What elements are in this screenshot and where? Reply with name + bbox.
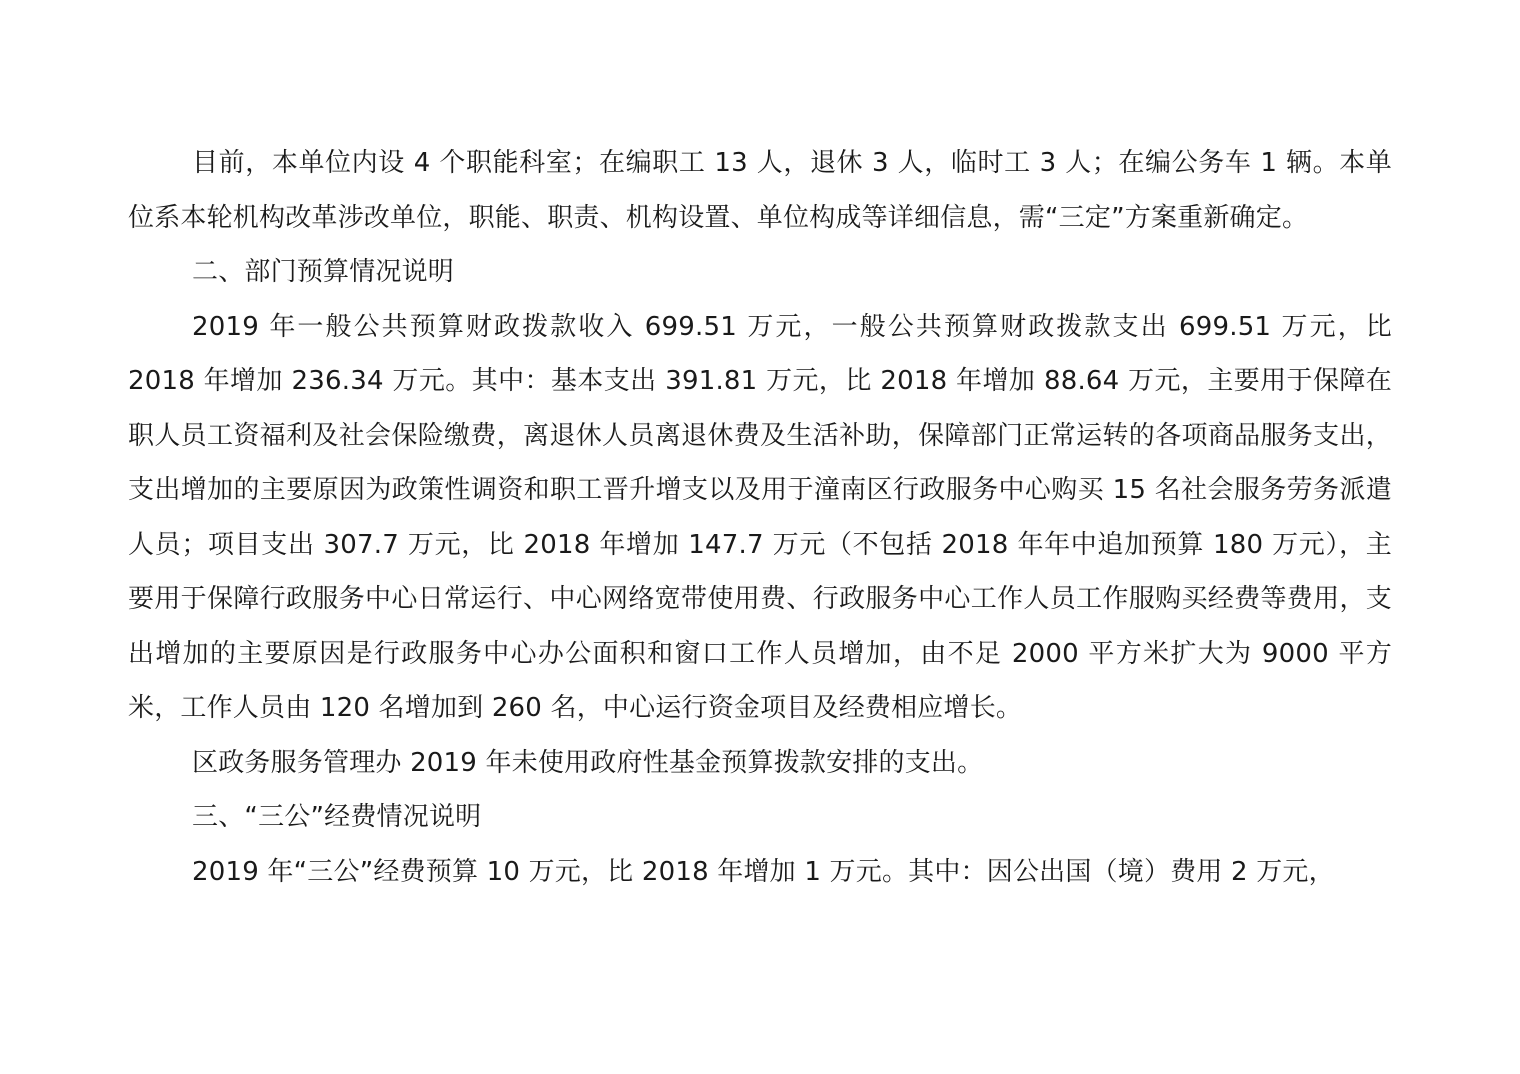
paragraph-budget-details: 2019 年一般公共预算财政拨款收入 699.51 万元，一般公共预算财政拨款支出 699.51 万元，比 2018 年增加 236.34 万元。其中：基本支出 391.81 万元，比 2018 年增加 88.64 万元，主要用于保障在职人员工资福利及社会保险缴费，离退休人员离退休费及生活补助，保障部门正常运转的各项商品服务支出，支出增加的主要原因为政策性调资和职工晋升增支以及用于潼南区行政服务中心购买 15 名社会服务劳务派遣人员；项目支出 307.7 万元，比 2018 年增加 147.7 万元（不包括 2018 年年中追加预算 180 万元），主要用于保障行政服务中心日常运行、中心网络宽带使用费、行政服务中心工作人员工作服购买经费等费用，支出增加的主要原因是行政服务中心办公面积和窗口工作人员增加，由不足 2000 平方米扩大为 9000 平方米，工作人员由 120 名增加到 260 名，中心运行资金项目及经费相应增长。 xyxy=(128,311,1392,723)
section-heading-three-public: 三、“三公”经费情况说明 xyxy=(192,802,482,832)
paragraph-government-fund: 区政务服务管理办 2019 年未使用政府性基金预算拨款安排的支出。 xyxy=(192,747,984,778)
paragraph-three-public-budget: 2019 年“三公”经费预算 10 万元，比 2018 年增加 1 万元。其中：因公出国（境）费用 2 万元， xyxy=(192,856,1335,887)
paragraph-unit-overview: 目前，本单位内设 4 个职能科室；在编职工 13 人，退休 3 人，临时工 3 人；在编公务车 1 辆。本单位系本轮机构改革涉改单位，职能、职责、机构设置、单位构成等详细信息，需“三定”方案重新确定。 xyxy=(128,148,1392,233)
document-page xyxy=(128,136,1392,899)
section-heading-budget: 二、部门预算情况说明 xyxy=(192,257,455,287)
